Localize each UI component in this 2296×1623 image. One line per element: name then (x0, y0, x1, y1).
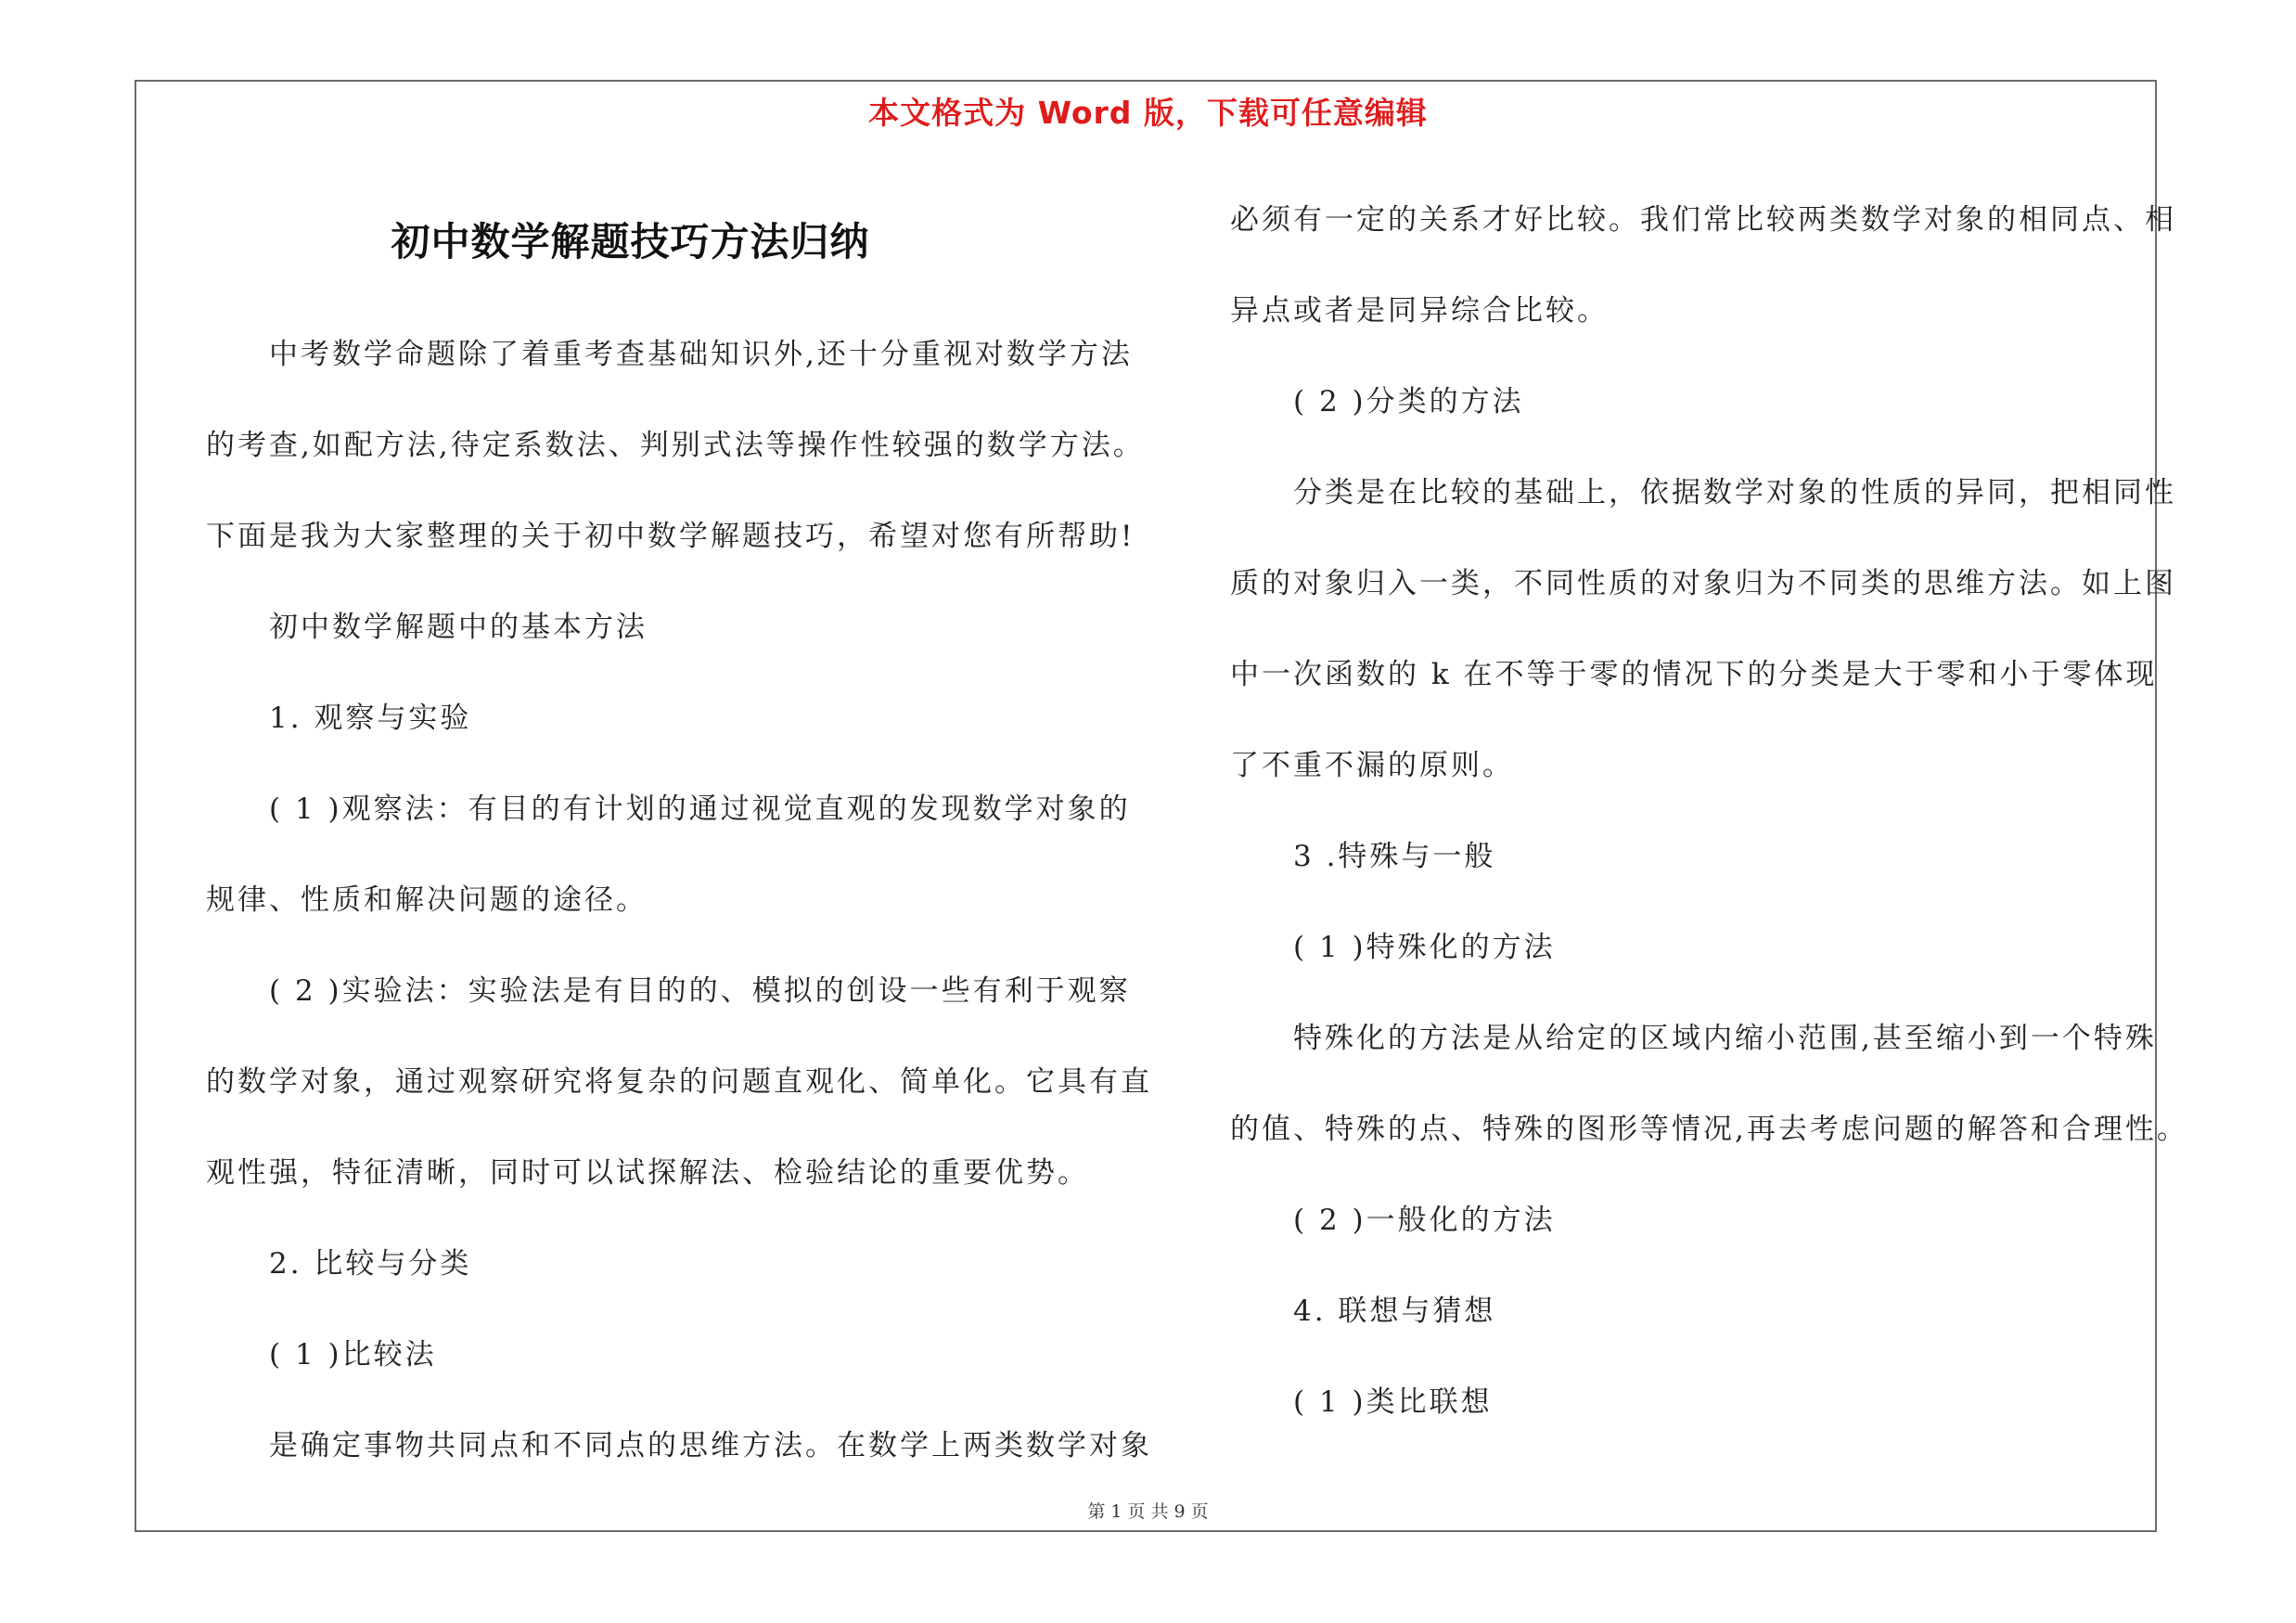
paragraph-line: ( 2 )实验法：实验法是有目的的、模拟的创设一些有利于观察 (269, 974, 1131, 1008)
paragraph-line: 异点或者是同异综合比较。 (1230, 294, 1609, 328)
paragraph-line: 特殊化的方法是从给定的区域内缩小范围,甚至缩小到一个特殊 (1293, 1022, 2157, 1055)
section-heading: ( 1 )比较法 (269, 1338, 437, 1372)
paragraph-line: 质的对象归入一类，不同性质的对象归为不同类的思维方法。如上图 (1230, 567, 2176, 600)
paragraph-line: 的考查,如配方法,待定系数法、判别式法等操作性较强的数学方法。 (206, 429, 1145, 462)
section-heading: 3 .特殊与一般 (1293, 840, 1496, 873)
paragraph-line: ( 1 )观察法：有目的有计划的通过视觉直观的发现数学对象的 (269, 792, 1131, 826)
paragraph-line: 观性强，特征清晰，同时可以试探解法、检验结论的重要优势。 (206, 1156, 1089, 1190)
document-title: 初中数学解题技巧方法归纳 (391, 219, 870, 264)
section-heading: 初中数学解题中的基本方法 (269, 611, 648, 644)
section-heading: ( 1 )类比联想 (1293, 1385, 1493, 1419)
paragraph-line: 必须有一定的关系才好比较。我们常比较两类数学对象的相同点、相 (1230, 203, 2176, 237)
paragraph-line: 是确定事物共同点和不同点的思维方法。在数学上两类数学对象 (269, 1429, 1152, 1462)
paragraph-line: 中一次函数的 k 在不等于零的情况下的分类是大于零和小于零体现 (1230, 658, 2158, 691)
section-heading: 4. 联想与猜想 (1293, 1295, 1496, 1328)
section-heading: ( 2 )一般化的方法 (1293, 1204, 1556, 1237)
page-number: 第 1 页 共 9 页 (1087, 1501, 1209, 1522)
paragraph-line: 下面是我为大家整理的关于初中数学解题技巧，希望对您有所帮助! (206, 520, 1135, 553)
section-heading: 1. 观察与实验 (269, 702, 472, 735)
section-heading: ( 2 )分类的方法 (1293, 385, 1524, 419)
paragraph-line: 的数学对象，通过观察研究将复杂的问题直观化、简单化。它具有直 (206, 1065, 1152, 1099)
section-heading: ( 1 )特殊化的方法 (1293, 931, 1556, 964)
paragraph-line: 中考数学命题除了着重考查基础知识外,还十分重视对数学方法 (269, 338, 1133, 371)
paragraph-line: 分类是在比较的基础上，依据数学对象的性质的异同，把相同性 (1293, 476, 2176, 509)
paragraph-line: 了不重不漏的原则。 (1230, 749, 1514, 782)
format-notice-banner: 本文格式为 Word 版，下载可任意编辑 (868, 95, 1428, 131)
paragraph-line: 的值、特殊的点、特殊的图形等情况,再去考虑问题的解答和合理性。 (1230, 1113, 2188, 1146)
section-heading: 2. 比较与分类 (269, 1247, 472, 1281)
paragraph-line: 规律、性质和解决问题的途径。 (206, 883, 648, 917)
